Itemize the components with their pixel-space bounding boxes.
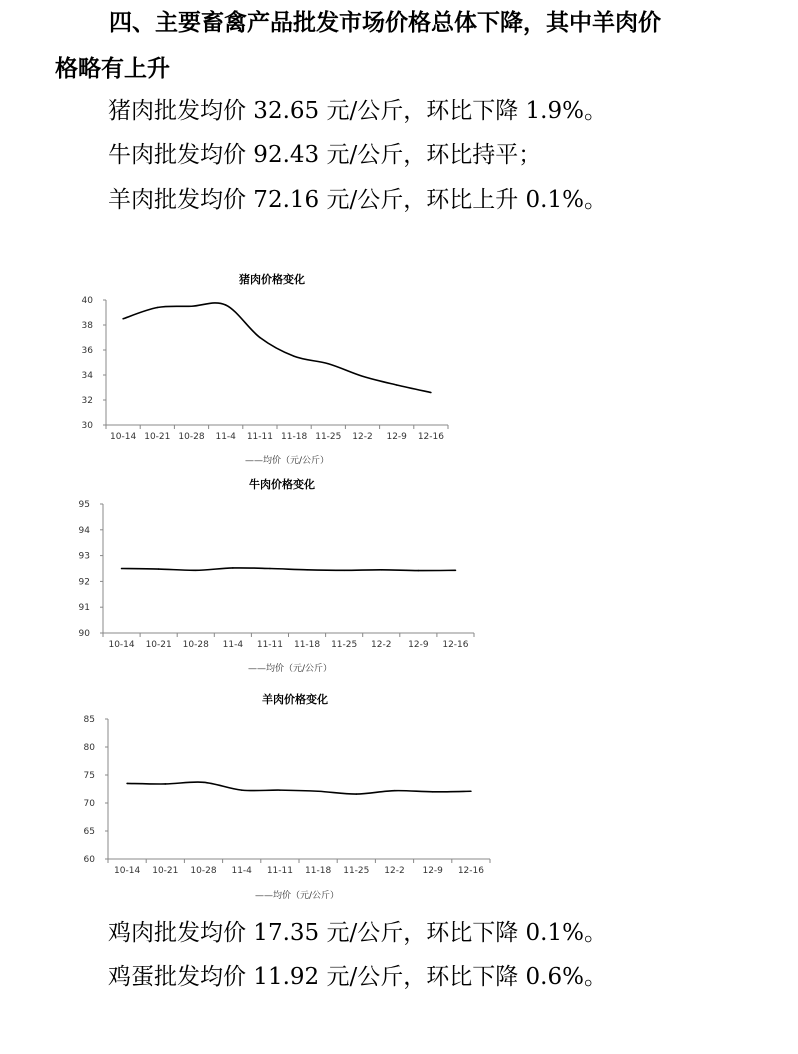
data-point [121,568,123,570]
chart-title: 羊肉价格变化 [262,693,328,706]
x-tick-label: 12-2 [384,866,405,876]
x-tick-label: 11-4 [222,640,244,650]
x-tick-label: 11-18 [293,640,321,650]
data-point [380,569,382,571]
y-tick-label: 36 [81,346,93,356]
x-tick-label: 11-18 [305,866,332,876]
x-tick-label: 11-18 [281,432,308,442]
mutton-price-chart [0,686,798,906]
data-point [328,363,330,365]
y-tick-label: 80 [83,743,95,753]
data-point [306,569,308,571]
x-tick-label: 11-4 [215,432,236,442]
x-tick-label: 10-21 [145,640,172,650]
y-tick-label: 92 [78,577,90,588]
y-tick-label: 75 [83,771,95,781]
y-tick-label: 65 [83,827,95,837]
data-point [241,789,243,791]
data-point [430,392,432,394]
y-tick-label: 90 [78,629,90,639]
x-tick-label: 11-25 [315,432,342,442]
pork-price-chart [0,262,798,472]
y-tick-label: 38 [81,321,93,331]
x-tick-label: 11-4 [231,866,252,876]
data-point [122,318,124,320]
chart-title: 猪肉价格变化 [239,273,305,286]
y-tick-label: 34 [81,371,93,381]
x-tick-label: 12-16 [457,866,484,876]
x-tick-label: 11-11 [256,640,284,650]
y-tick-label: 94 [78,525,90,536]
chart-title: 牛肉价格变化 [249,478,315,491]
data-point [396,384,398,386]
y-tick-label: 40 [81,296,93,306]
x-tick-label: 10-14 [114,866,141,876]
data-point [232,567,234,569]
x-tick-label: 12-9 [408,640,429,650]
legend-entry: ——均价（元/公斤） [254,891,340,901]
data-point [259,337,261,339]
data-point [432,791,434,793]
y-tick-label: 91 [78,603,90,614]
data-point [195,570,197,572]
beef-price-chart [0,472,798,682]
data-point [343,570,345,572]
data-point [455,570,457,572]
data-point [317,790,319,792]
data-point [293,355,295,357]
data-point [269,568,271,570]
beef-price-paragraph: 牛肉批发均价 92.43 元/公斤，环比持平； [108,142,542,168]
y-tick-label: 85 [83,715,95,725]
legend-entry: ——均价（元/公斤） [244,456,330,466]
data-point [362,375,364,377]
y-tick-label: 32 [81,396,93,406]
y-tick-label: 30 [81,421,93,431]
data-point [470,790,472,792]
data-point [158,568,160,570]
y-tick-label: 70 [83,799,95,809]
data-point [157,307,159,309]
x-tick-label: 12-9 [422,866,443,876]
x-tick-label: 11-25 [331,640,358,650]
x-tick-label: 10-14 [108,640,135,650]
data-point [279,789,281,791]
x-tick-label: 10-28 [190,866,217,876]
x-tick-label: 10-21 [144,432,171,442]
legend-entry: ——均价（元/公斤） [247,664,333,674]
x-tick-label: 12-9 [386,432,407,442]
x-tick-label: 12-16 [442,640,469,650]
data-point [203,781,205,783]
chicken-price-paragraph: 鸡肉批发均价 17.35 元/公斤，环比下降 0.1%。 [108,920,607,946]
data-point [225,304,227,306]
x-tick-label: 11-11 [266,866,293,876]
x-tick-label: 10-14 [110,432,137,442]
mutton-price-paragraph: 羊肉批发均价 72.16 元/公斤，环比上升 0.1%。 [108,187,607,213]
heading-line-1: 四、主要畜禽产品批发市场价格总体下降，其中羊肉价 [109,10,661,36]
x-tick-label: 11-11 [246,432,273,442]
y-tick-label: 95 [78,500,90,510]
data-point [394,790,396,792]
y-tick-label: 60 [83,855,95,865]
data-point [126,783,128,785]
section-heading [55,0,755,92]
x-tick-label: 12-2 [352,432,373,442]
data-point [165,783,167,785]
series-line [122,568,456,571]
series-line [123,303,431,393]
data-point [356,793,358,795]
pork-price-paragraph: 猪肉批发均价 32.65 元/公斤，环比下降 1.9%。 [108,98,607,124]
series-line [127,782,471,794]
heading-line-2: 格略有上升 [55,56,170,82]
x-tick-label: 12-2 [371,640,392,650]
y-tick-label: 93 [78,551,90,562]
data-point [191,305,193,307]
x-tick-label: 12-16 [417,432,444,442]
data-point [418,570,420,572]
x-tick-label: 10-21 [152,866,179,876]
x-tick-label: 10-28 [178,432,205,442]
x-tick-label: 10-28 [182,640,209,650]
x-tick-label: 11-25 [343,866,370,876]
egg-price-paragraph: 鸡蛋批发均价 11.92 元/公斤，环比下降 0.6%。 [108,964,607,990]
